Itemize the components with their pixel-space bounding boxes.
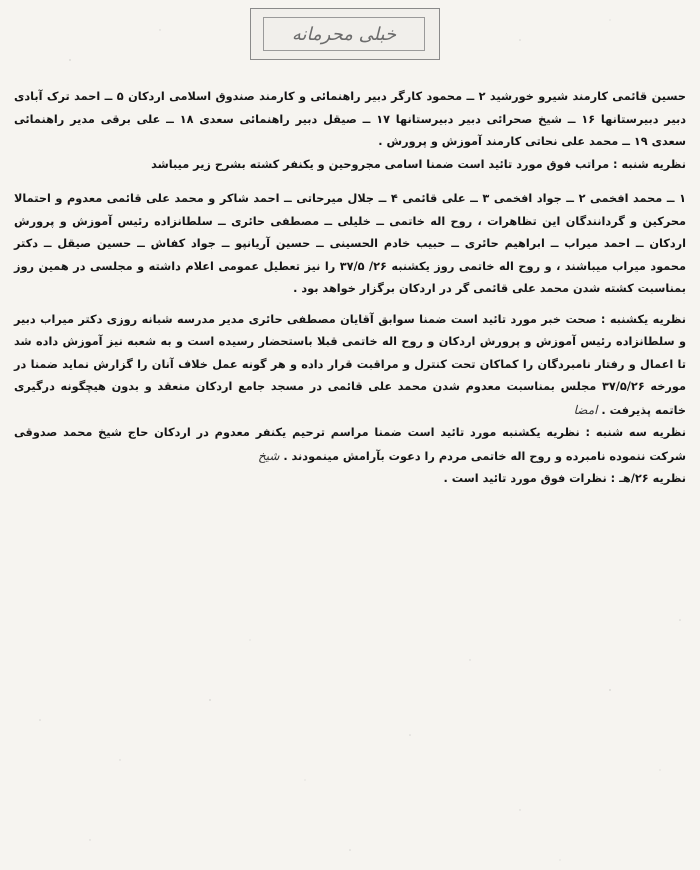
paragraph-final-note: نظریه ۲۶/هـ : نظرات فوق مورد تائید است .: [443, 472, 686, 485]
paragraph-casualties: حسین قائمی کارمند شیرو خورشید ۲ ــ محمود کارگر دبیر راهنمائی و کارمند صندوق اسلامی اردکان ۵ ــ احمد ترک آبادی دبیر دبیرستانها ۱۶ ــ شیخ صحرائی دبیر دبیرستانها ۱۷ ــ صیقل دبیر راهنمائی سعدی ۱۸ ــ علی برقی مدیر راهنمائی سعدی ۱۹ ــ محمد علی نحاتی کارمند آموزش و پرورش .: [14, 90, 686, 148]
classification-stamp: [250, 8, 440, 60]
paragraph-names-list: ۱ ــ محمد افخمی ۲ ــ جواد افخمی ۳ ــ علی قائمی ۴ ــ جلال میرحاتی ــ احمد شاکر و محمد علی قائمی معدوم و احتمالا محرکین و گردانندگان این تظاهرات ، روح اله خاتمی ــ خلیلی ــ مصطفی حائری ــ سلطانزاده رئیس آموزش و پرورش اردکان ــ احمد میراب ــ ابراهیم حائری ــ حبیب خادم الحسینی ــ حسین آریانپو ــ جواد کفاش ــ حسین صیقل ــ دکتر محمود میراب میباشند ، و روح اله خاتمی روز یکشنبه ۲۶/ ۳۷/۵ را نیز تعطیل عمومی اعلام داشته و مجلسی در همین روز بمناسبت کشته شدن محمد علی قائمی گر در اردکان برگزار خواهد بود .: [14, 192, 687, 295]
paragraph-tuesday-note: نظریه سه شنبه : نظریه یکشنبه مورد تائید است ضمنا مراسم ترحیم یکنفر معدوم در اردکان حاج شیخ محمد صدوقی شرکت ننموده نامبرده و روح اله خاتمی مردم را دعوت بآرامش مینمودند . شیخ: [14, 426, 686, 463]
stamp-title: خبلی محرمانه: [263, 17, 425, 51]
handwritten-initial: امضا: [573, 402, 598, 417]
handwritten-initial-2: شیخ: [257, 448, 280, 463]
paragraph-sunday-note: نظریه یکشنبه : صحت خبر مورد تائید است ضمنا سوابق آقایان مصطفی حائری مدیر مدرسه شبانه روزی دکتر میراب دبیر و سلطانزاده رئیس آموزش و پرورش اردکان و روح اله خاتمی قبلا باستحضار رسیده است و به شعبه نیز آموزش داده شد تا اعمال و رفتار نامبردگان را کماکان تحت کنترل و مراقبت قرار داده و هر گونه عمل خلاف آنان را گزارش نماید ضمنا در مورخه ۳۷/۵/۲۶ مجلس بمناسبت معدوم شدن محمد علی قائمی در مسجد جامع اردکان منعقد و بدون هیچگونه درگیری خاتمه پذیرفت . امضا: [14, 312, 687, 417]
paragraph-saturday-note: نظریه شنبه : مراتب فوق مورد تائید است ضمنا اسامی مجروحین و یکنفر کشته بشرح زیر میباشد: [151, 157, 686, 171]
report-body: [14, 86, 686, 491]
